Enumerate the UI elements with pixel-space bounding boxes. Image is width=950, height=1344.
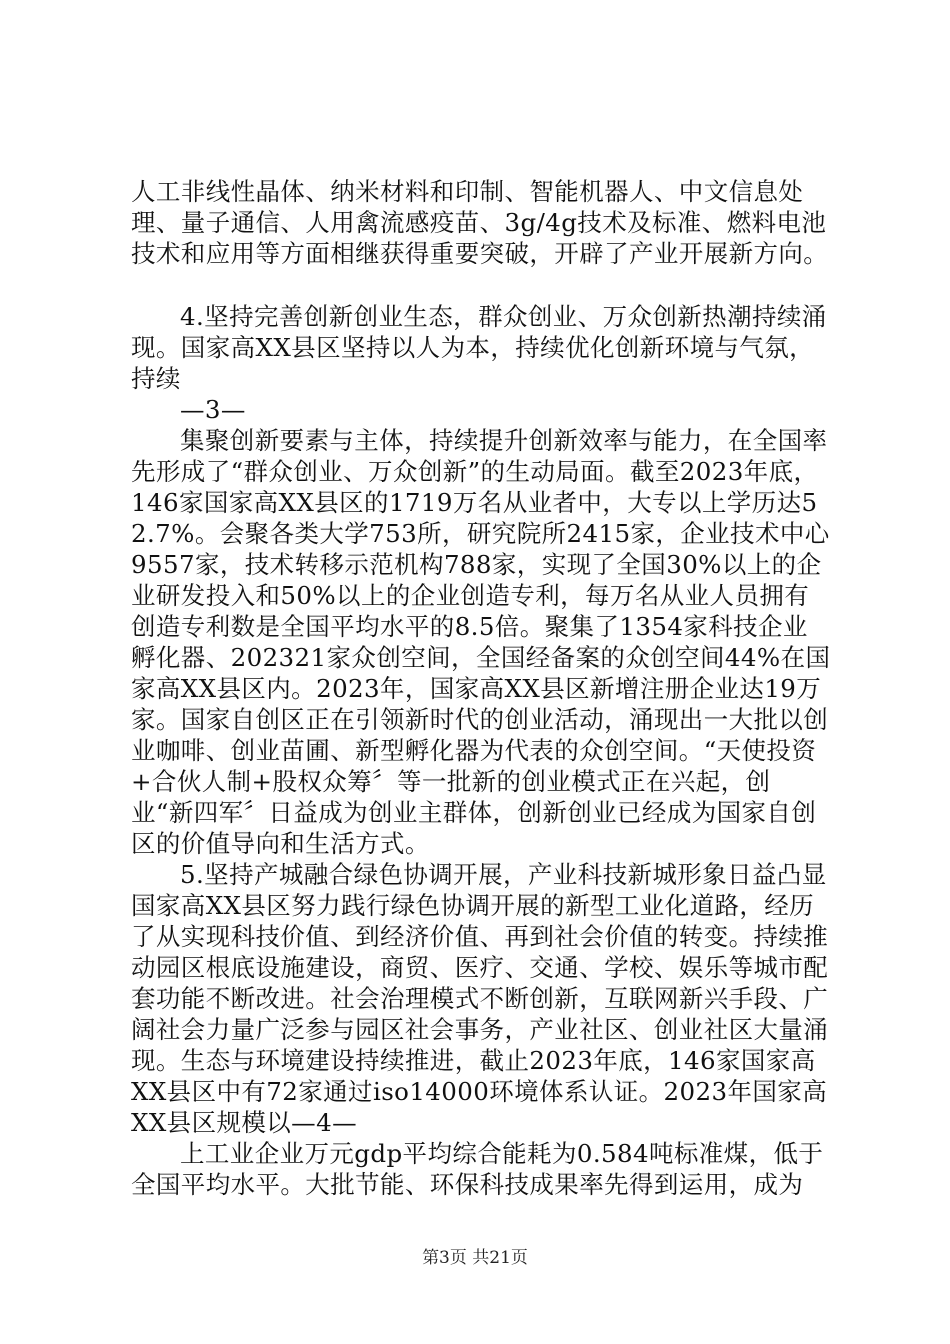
paragraph-section-5: 5.坚持产城融合绿色协调开展，产业科技新城形象日益凸显国家高XX县区努力践行绿色协调开展的新型工业化道路，经历了从实现科技价值、到经济价值、再到社会价值的转变。持续推动园区根底设施建设，商贸、医疗、交通、学校、娱乐等城市配套功能不断改进。社会治理模式不断创新，互联网新兴手段、广阔社会力量广泛参与园区社会事务，产业社区、创业社区大量涌现。生态与环境建设持续推进，截止2023年底，146家国家高XX县区中有72家通过iso14000环境体系认证。2023年国家高XX县区规模以—4— [131,860,829,1137]
section-4-block [131,301,831,1200]
page-marker-3: —3— [180,395,246,424]
paragraph-continuation-block [131,176,831,269]
paragraph-section-4-continued: 集聚创新要素与主体，持续提升创新效率与能力，在全国率先形成了“群众创业、万众创新”的生动局面。截至2023年底，146家国家高XX县区的1719万名从业者中，大专以上学历达52.7%。会聚各类大学753所，研究院所2415家，企业技术中心9557家，技术转移示范机构788家，实现了全国30%以上的企业研发投入和50%以上的企业创造专利，每万名从业人员拥有创造专利数是全国平均水平的8.5倍。聚集了1354家科技企业孵化器、202321家众创空间，全国经备案的众创空间44%在国家高XX县区内。2023年，国家高XX县区新增注册企业达19万家。国家自创区正在引领新时代的创业活动，涌现出一大批以创业咖啡、创业苗圃、新型孵化器为代表的众创空间。“天使投资+合伙人制+股权众筹〞等一批新的创业模式正在兴起，创业“新四军〞日益成为创业主群体，创新创业已经成为国家自创区的价值导向和生活方式。 [131,426,831,858]
paragraph-continuation: 人工非线性晶体、纳米材料和印制、智能机器人、中文信息处理、量子通信、人用禽流感疫苗、3g/4g技术及标准、燃料电池技术和应用等方面相继获得重要突破，开辟了产业开展新方向。 [131,177,829,268]
paragraph-section-5-continued: 上工业企业万元gdp平均综合能耗为0.584吨标准煤，低于全国平均水平。大批节能、环保科技成果率先得到运用，成为 [131,1139,824,1199]
paragraph-section-4: 4.坚持完善创新创业生态，群众创业、万众创新热潮持续涌现。国家高XX县区坚持以人为本，持续优化创新环境与气氛，持续 [131,302,827,393]
page-footer: 第3页 共21页 [422,1248,528,1268]
